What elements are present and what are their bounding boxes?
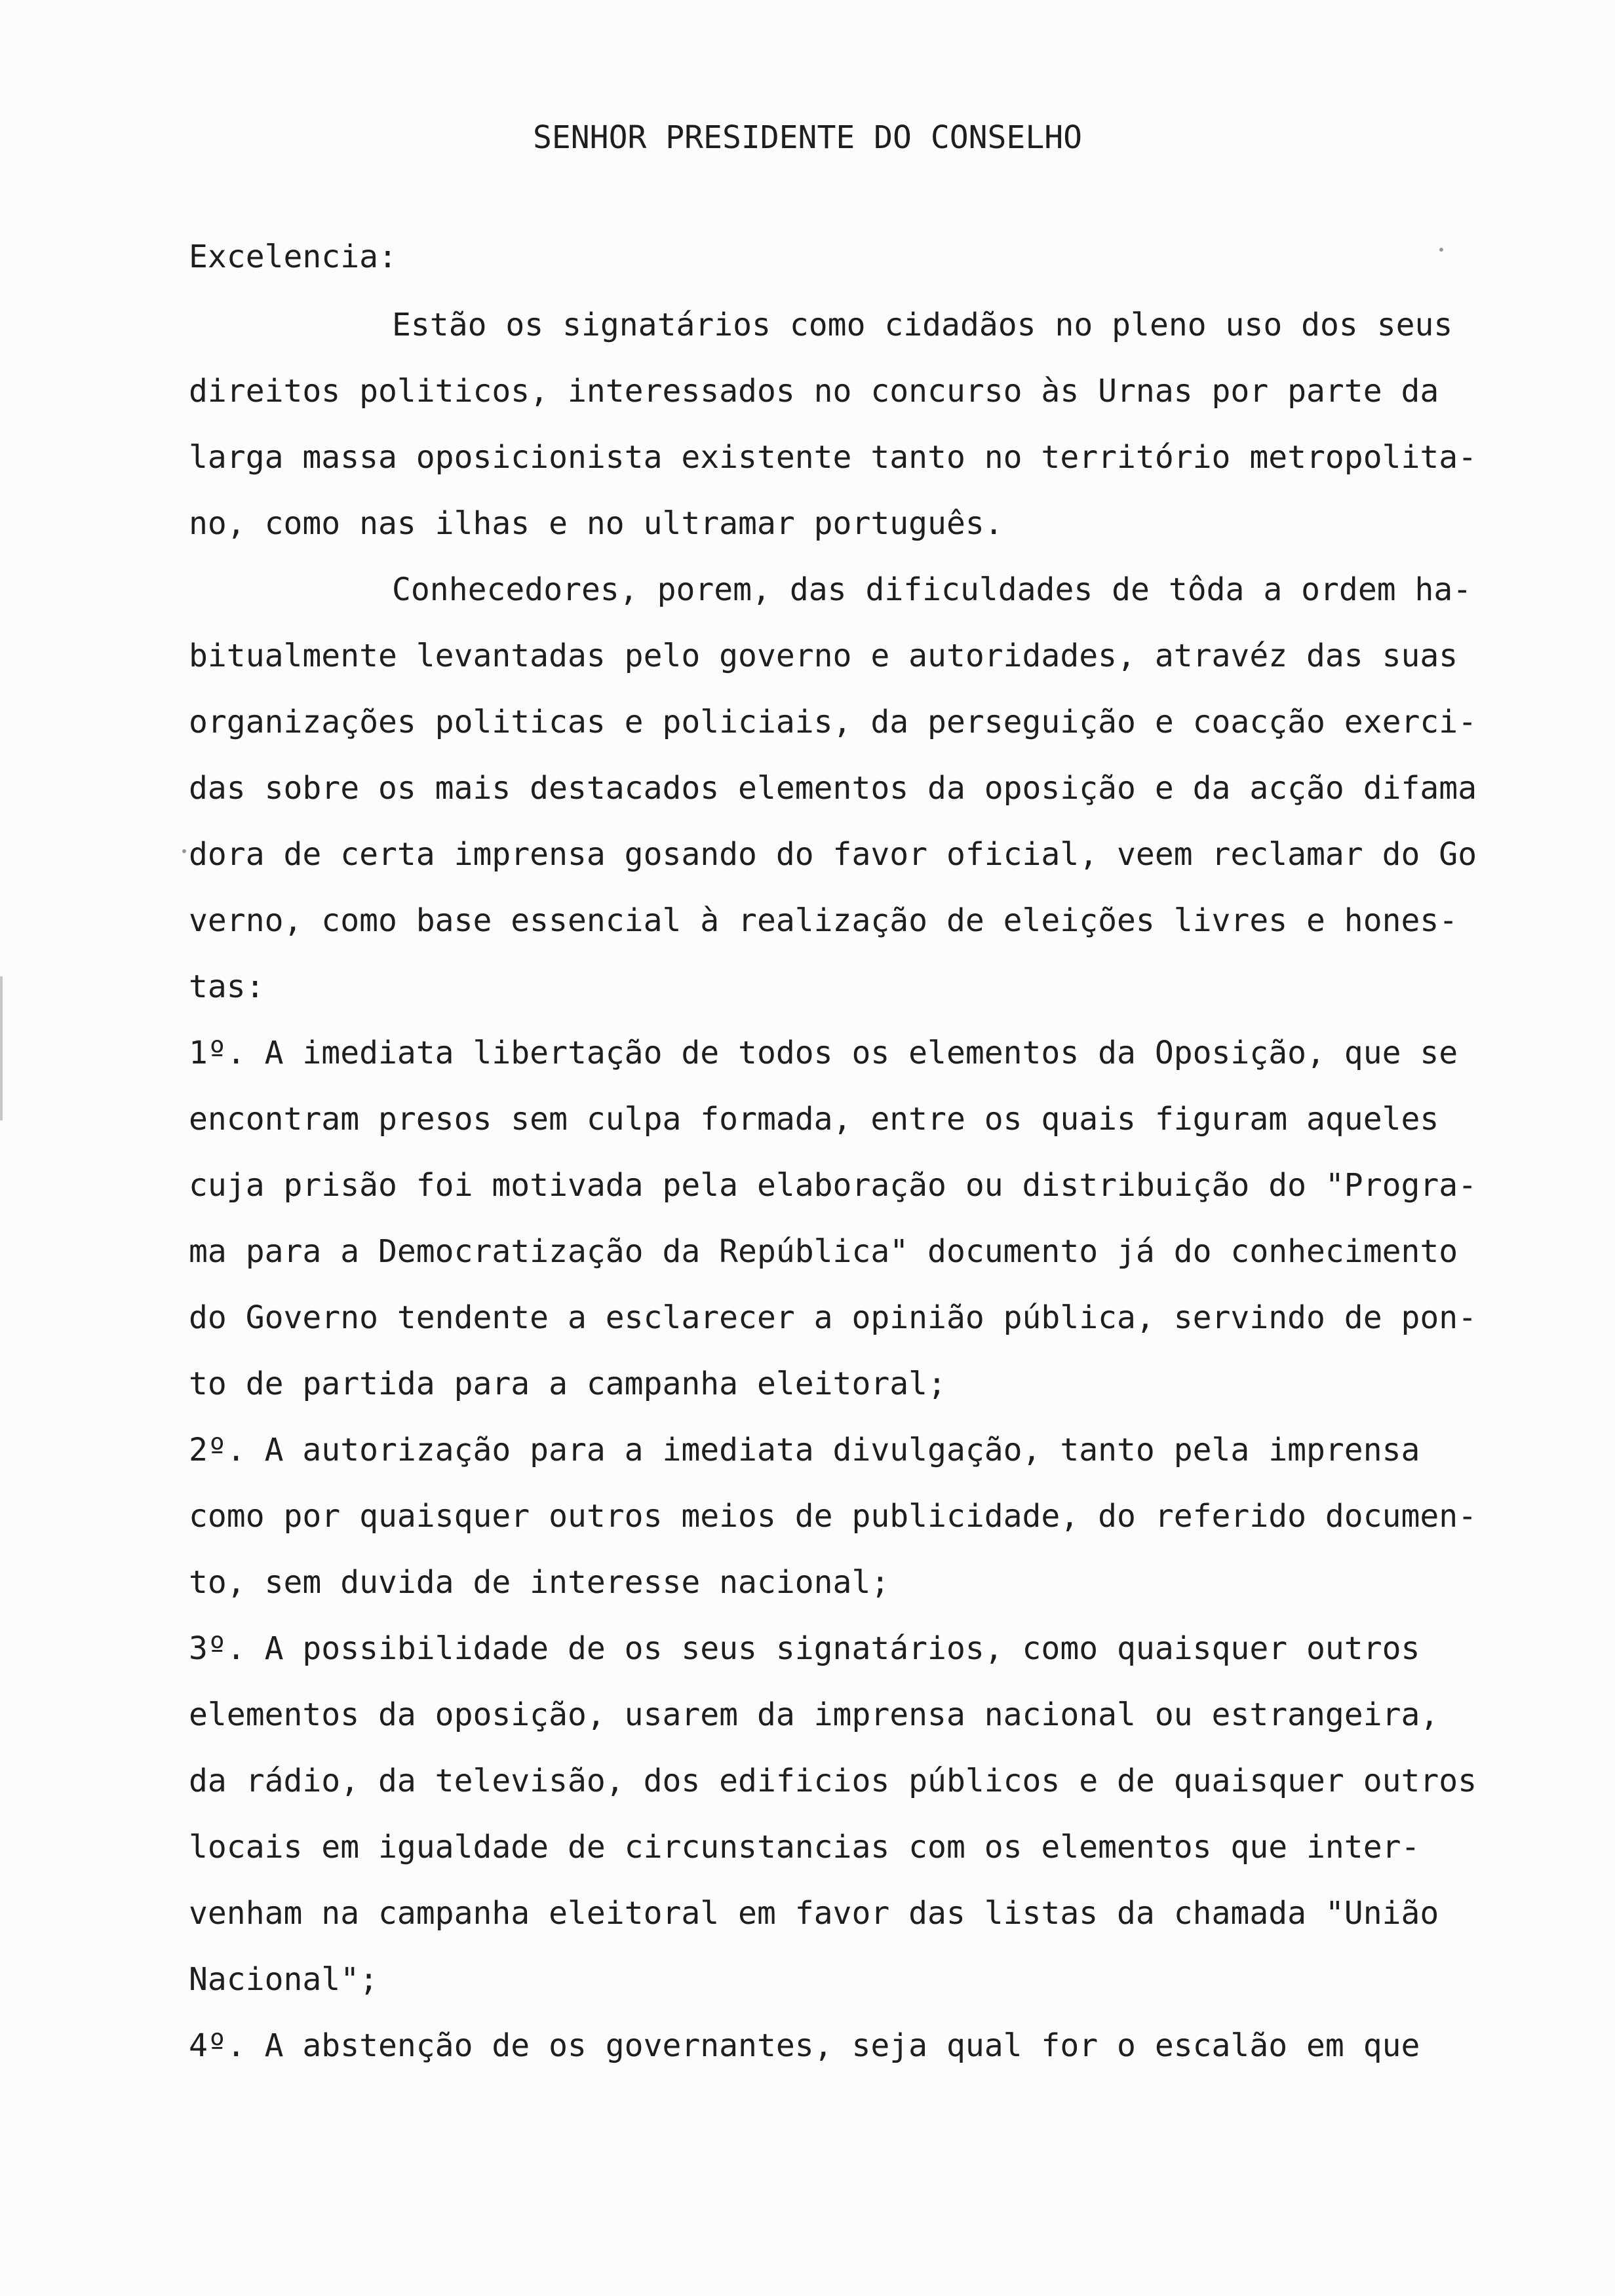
paragraph <box>189 570 1526 1033</box>
text-line: 4º. A abstenção de os governantes, seja qual for o escalão em que <box>189 2027 1420 2064</box>
text-line: Conhecedores, porem, das dificuldades de tôda a ordem ha- <box>392 571 1472 608</box>
text-line: ma para a Democratização da República" documento já do conhecimento <box>189 1233 1458 1270</box>
text-line: do Governo tendente a esclarecer a opinião pública, servindo de pon- <box>189 1299 1477 1336</box>
text-line: das sobre os mais destacados elementos da oposição e da acção difama <box>189 770 1477 807</box>
text-line: Nacional"; <box>189 1961 378 1998</box>
text-line: encontram presos sem culpa formada, entre os quais figuram aqueles <box>189 1101 1439 1138</box>
text-line: direitos politicos, interessados no concurso às Urnas por parte da <box>189 373 1439 410</box>
paragraph <box>189 305 1526 570</box>
text-line: 2º. A autorização para a imediata divulgação, tanto pela imprensa <box>189 1432 1420 1468</box>
text-line: bitualmente levantadas pelo governo e autoridades, atravéz das suas <box>189 638 1458 674</box>
text-line: tas: <box>189 968 265 1005</box>
text-line: verno, como base essencial à realização de eleições livres e hones- <box>189 902 1458 939</box>
scan-speck <box>1439 248 1443 252</box>
scan-edge-mark <box>0 976 3 1120</box>
text-line: locais em igualdade de circunstancias com os elementos que inter- <box>189 1829 1420 1866</box>
letter-body <box>189 305 1526 2092</box>
greeting: Excelencia: <box>189 239 397 275</box>
document-title: SENHOR PRESIDENTE DO CONSELHO <box>532 119 1083 156</box>
text-line: Estão os signatários como cidadãos no pleno uso dos seus <box>392 307 1453 343</box>
text-line: organizações politicas e policiais, da perseguição e coacção exerci- <box>189 704 1477 740</box>
text-line: larga massa oposicionista existente tanto no território metropolita- <box>189 439 1477 476</box>
list-item <box>189 1430 1526 1629</box>
text-line: 3º. A possibilidade de os seus signatários, como quaisquer outros <box>189 1630 1420 1667</box>
list-item <box>189 1033 1526 1430</box>
list-item <box>189 1629 1526 2026</box>
text-line: dora de certa imprensa gosando do favor oficial, veem reclamar do Go <box>189 836 1477 873</box>
text-line: como por quaisquer outros meios de publicidade, do referido documen- <box>189 1498 1477 1535</box>
text-line: no, como nas ilhas e no ultramar português. <box>189 505 1003 542</box>
scan-speck <box>182 849 186 853</box>
list-item <box>189 2026 1526 2092</box>
text-line: elementos da oposição, usarem da imprensa nacional ou estrangeira, <box>189 1696 1439 1733</box>
text-line: venham na campanha eleitoral em favor das listas da chamada "União <box>189 1895 1439 1932</box>
text-line: to, sem duvida de interesse nacional; <box>189 1564 890 1601</box>
text-line: to de partida para a campanha eleitoral; <box>189 1366 946 1402</box>
text-line: da rádio, da televisão, dos edificios públicos e de quaisquer outros <box>189 1763 1477 1799</box>
text-line: 1º. A imediata libertação de todos os elementos da Oposição, que se <box>189 1035 1458 1071</box>
text-line: cuja prisão foi motivada pela elaboração ou distribuição do "Progra- <box>189 1167 1477 1204</box>
